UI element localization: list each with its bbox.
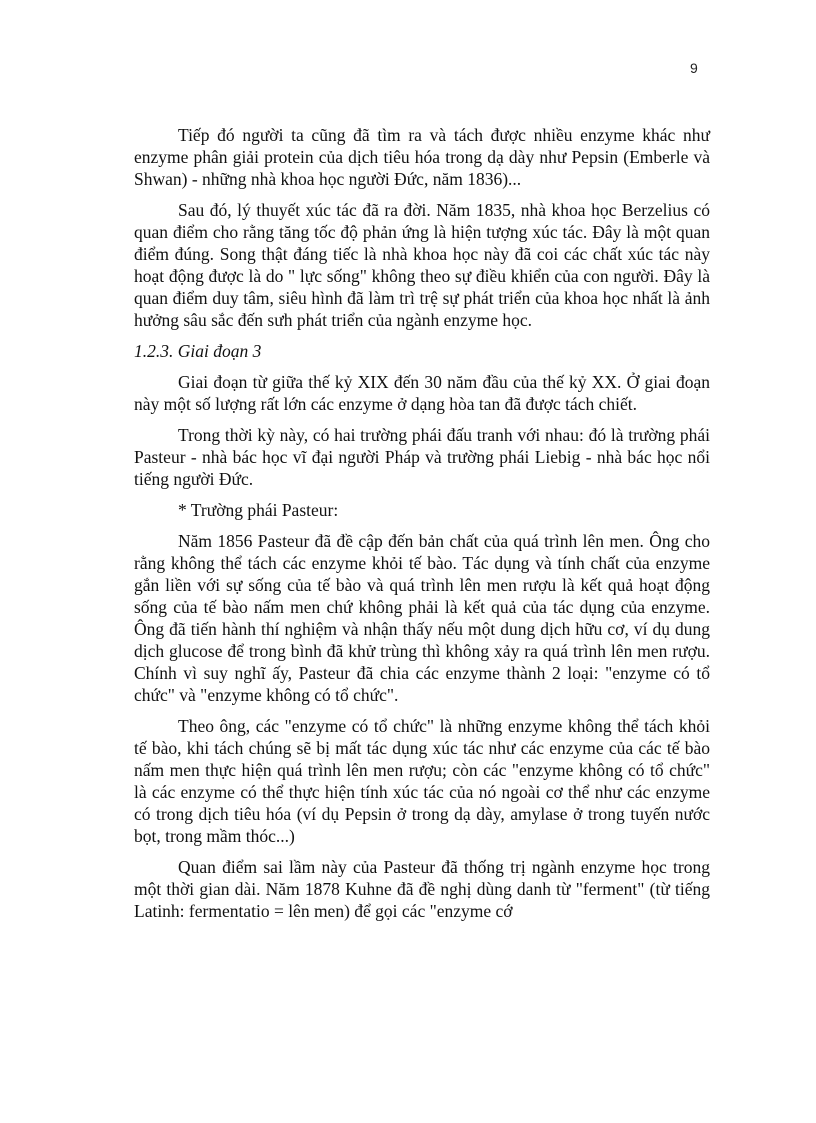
paragraph-pasteur-1856: Năm 1856 Pasteur đã đề cập đến bản chất của quá trình lên men. Ông cho rằng không thể tách các enzyme khỏi tế bào. Tác dụng và tính chất của enzyme gắn liền với sự sống của tế bào và quá trình lên men rượu là kết quả hoạt động sống của tế bào nấm men chứ không phải là kết quả của tác dụng của enzyme. Ông đã tiến hành thí nghiệm và nhận thấy nếu một dung dịch hữu cơ, ví dụ dung dịch glucose để trong bình đã khử trùng thì không xảy ra quá trình lên men rượu. Chính vì suy nghĩ ấy, Pasteur đã chia các enzyme thành 2 loại: "enzyme có tổ chức" và "enzyme không có tổ chức". (134, 531, 710, 705)
document-body (134, 124, 710, 931)
paragraph-organized-enzymes: Theo ông, các "enzyme có tổ chức" là những enzyme không thể tách khỏi tế bào, khi tách chúng sẽ bị mất tác dụng xúc tác như các enzyme của các tế bào nấm men thực hiện quá trình lên men rượu; còn các "enzyme không có tổ chức" là các enzyme có thể thực hiện tính xúc tác của nó ngoài cơ thể như các enzyme có trong dịch tiêu hóa (ví dụ Pepsin ở trong dạ dày, amylase ở trong tuyến nước bọt, trong mầm thóc...) (134, 716, 710, 846)
paragraph-catalysis-theory: Sau đó, lý thuyết xúc tác đã ra đời. Năm 1835, nhà khoa học Berzelius có quan điểm cho rằng tăng tốc độ phản ứng là hiện tượng xúc tác. Đây là một quan điểm đúng. Song thật đáng tiếc là nhà khoa học này đã coi các chất xúc tác này hoạt động được là do " lực sống" không theo sự điều khiển của con người. Đây là quan điểm duy tâm, siêu hình đã làm trì trệ sự phát triển của khoa học nhất là ảnh hưởng sâu sắc đến sưh phát triển của ngành enzyme học. (134, 200, 710, 330)
page-number: 9 (690, 60, 698, 76)
section-heading: 1.2.3. Giai đoạn 3 (134, 341, 262, 361)
paragraph-pasteur-school-label: * Trường phái Pasteur: (178, 500, 339, 520)
paragraph-stage-three-intro: Giai đoạn từ giữa thế kỷ XIX đến 30 năm đầu của thế kỷ XX. Ở giai đoạn này một số lượng rất lớn các enzyme ở dạng hòa tan đã được tách chiết. (134, 372, 710, 414)
paragraph-two-schools: Trong thời kỳ này, có hai trường phái đấu tranh với nhau: đó là trường phái Pasteur - nhà bác học vĩ đại người Pháp và trường phái Liebig - nhà bác học nổi tiếng người Đức. (134, 425, 710, 489)
paragraph-kuhne-ferment: Quan điểm sai lầm này của Pasteur đã thống trị ngành enzyme học trong một thời gian dài. Năm 1878 Kuhne đã đề nghị dùng danh từ "ferment" (từ tiếng Latinh: fermentatio = lên men) để gọi các "enzyme cớ (134, 857, 710, 921)
paragraph-enzyme-discovery: Tiếp đó người ta cũng đã tìm ra và tách được nhiều enzyme khác như enzyme phân giải protein của dịch tiêu hóa trong dạ dày như Pepsin (Emberle và Shwan) - những nhà khoa học người Đức, năm 1836)... (134, 125, 710, 189)
